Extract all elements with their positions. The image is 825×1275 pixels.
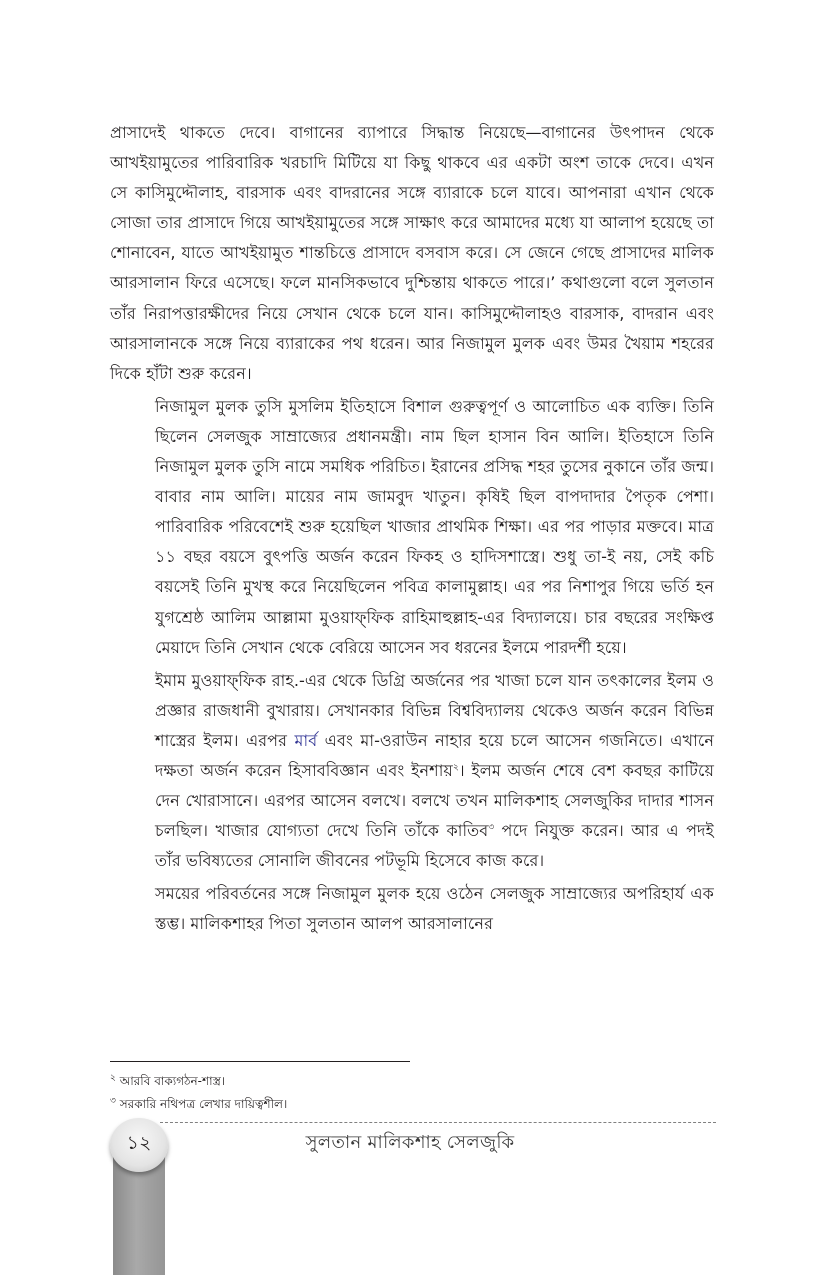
running-title: সুলতান মালিকশাহ সেলজুকি: [305, 1132, 515, 1153]
page-number: ১২: [126, 1132, 152, 1154]
footnote-number: ৩: [110, 1096, 116, 1106]
paragraph-2: নিজামুল মুলক তুসি মুসলিম ইতিহাসে বিশাল গুরুত্বপূর্ণ ও আলোচিত এক ব্যক্তি। তিনি ছিলেন সেলজুক সাম্রাজ্যের প্রধানমন্ত্রী। নাম ছিল হাসান বিন আলি। ইতিহাসে তিনি নিজামুল মুলক তুসি নামে সমধিক পরিচিত। ইরানের প্রসিদ্ধ শহর তুসের নুকানে তাঁর জন্ম। বাবার নাম আলি। মায়ের নাম জামবুদ খাতুন। কৃষিই ছিল বাপদাদার পৈতৃক পেশা। পারিবারিক পরিবেশেই শুরু হয়েছিল খাজার প্রাথমিক শিক্ষা। এর পর পাড়ার মক্তবে। মাত্র ১১ বছর বয়সে বুৎপত্তি অর্জন করেন ফিকহ ও হাদিসশাস্ত্রে। শুধু তা-ই নয়, সেই কচি বয়সেই তিনি মুখস্থ করে নিয়েছিলেন পবিত্র কালামুল্লাহ। এর পর নিশাপুর গিয়ে ভর্তি হন যুগশ্রেষ্ঠ আলিম আল্লামা মুওয়াফ্‌ফিক রাহিমাহুল্লাহ-এর বিদ্যালয়ে। চার বছরের সংক্ষিপ্ত মেয়াদে তিনি সেখান থেকে বেরিয়ে আসেন সব ধরনের ইলমে পারদর্শী হয়ে।: [155, 396, 714, 657]
footnote-item: [110, 1070, 714, 1093]
paragraph-4: সময়ের পরিবর্তনের সঙ্গে নিজামুল মুলক হয়ে ওঠেন সেলজুক সাম্রাজ্যের অপরিহার্য এক স্তম্ভ। মালিকশাহর পিতা সুলতান আলপ আরসালানের: [155, 884, 714, 934]
page-number-badge: [110, 1118, 168, 1172]
paragraph-3-part-b: এবং মা-ওরাউন নাহার হয়ে চলে আসেন গজনিতে। এখানে দক্ষতা অর্জন করেন হিসাববিজ্ঞান এবং ইনশায়: [155, 730, 715, 780]
paragraph-3-part-c: । ইলম অর্জন শেষে বেশ কবছর কাটিয়ে দেন খোরাসানে। এরপর আসেন বলখে। বলখে তখন মালিকশাহ সেলজুকির দাদার শাসন চলছিল। খাজার যোগ্যতা দেখে তিনি তাঁকে কাতিব: [155, 760, 714, 841]
paragraph-3-part-d: পদে নিযুক্ত করেন। আর এ পদই তাঁর ভবিষ্যতের সোনালি জীবনের পটভূমি হিসেবে কাজ করে।: [155, 821, 714, 871]
marv-term: মার্ব: [294, 730, 318, 750]
paragraph-1: প্রাসাদেই থাকতে দেবে। বাগানের ব্যাপারে সিদ্ধান্ত নিয়েছে—বাগানের উৎপাদন থেকে আখইয়ামুতের পারিবারিক খরচাদি মিটিয়ে যা কিছু থাকবে এর একটা অংশ তাকে দেবে। এখন সে কাসিমুদ্দৌলাহ, বারসাক এবং বাদরানের সঙ্গে ব্যারাকে চলে যাবে। আপনারা এখান থেকে সোজা তার প্রাসাদে গিয়ে আখইয়ামুতের সঙ্গে সাক্ষাৎ করে আমাদের মধ্যে যা আলাপ হয়েছে তা শোনাবেন, যাতে আখইয়ামুত শান্তচিত্তে প্রাসাদে বসবাস করে। সে জেনে গেছে প্রাসাদের মালিক আরসালান ফিরে এসেছে। ফলে মানসিকভাবে দুশ্চিন্তায় থাকতে পারে।’ কথাগুলো বলে সুলতান তাঁর নিরাপত্তারক্ষীদের নিয়ে সেখান থেকে চলে যান। কাসিমুদ্দৌলাহও বারসাক, বাদরান এবং আরসালানকে সঙ্গে নিয়ে ব্যারাকের পথ ধরেন। আর নিজামুল মুলক এবং উমর খৈয়াম শহরের দিকে হাঁটা শুরু করেন।: [110, 123, 714, 383]
paragraph-3: [155, 666, 714, 877]
footnote-text: সরকারি নথিপত্র লেখার দায়িত্বশীল।: [119, 1097, 288, 1111]
footnote-item: [110, 1093, 714, 1116]
footnote-ref-2[interactable]: ২: [452, 762, 459, 773]
footer-dashed-rule: [160, 1122, 716, 1123]
footnote-ref-3[interactable]: ৩: [488, 822, 495, 833]
body-text: [110, 118, 714, 940]
footnote-divider: [110, 1061, 410, 1062]
footnotes: [110, 1070, 714, 1116]
footnote-text: আরবি বাক্যগঠন-শাস্ত্র।: [119, 1074, 226, 1088]
footnote-number: ২: [110, 1073, 116, 1083]
paragraph-3-part-a: ইমাম মুওয়াফ্‌ফিক রাহ.-এর থেকে ডিগ্রি অর্জনের পর খাজা চলে যান তৎকালের ইলম ও প্রজ্ঞার রাজধানী বুখারায়। সেখানকার বিভিন্ন বিশ্ববিদ্যালয় থেকেও অর্জন করেন বিভিন্ন শাস্ত্রের ইলম। এরপর: [155, 670, 714, 750]
